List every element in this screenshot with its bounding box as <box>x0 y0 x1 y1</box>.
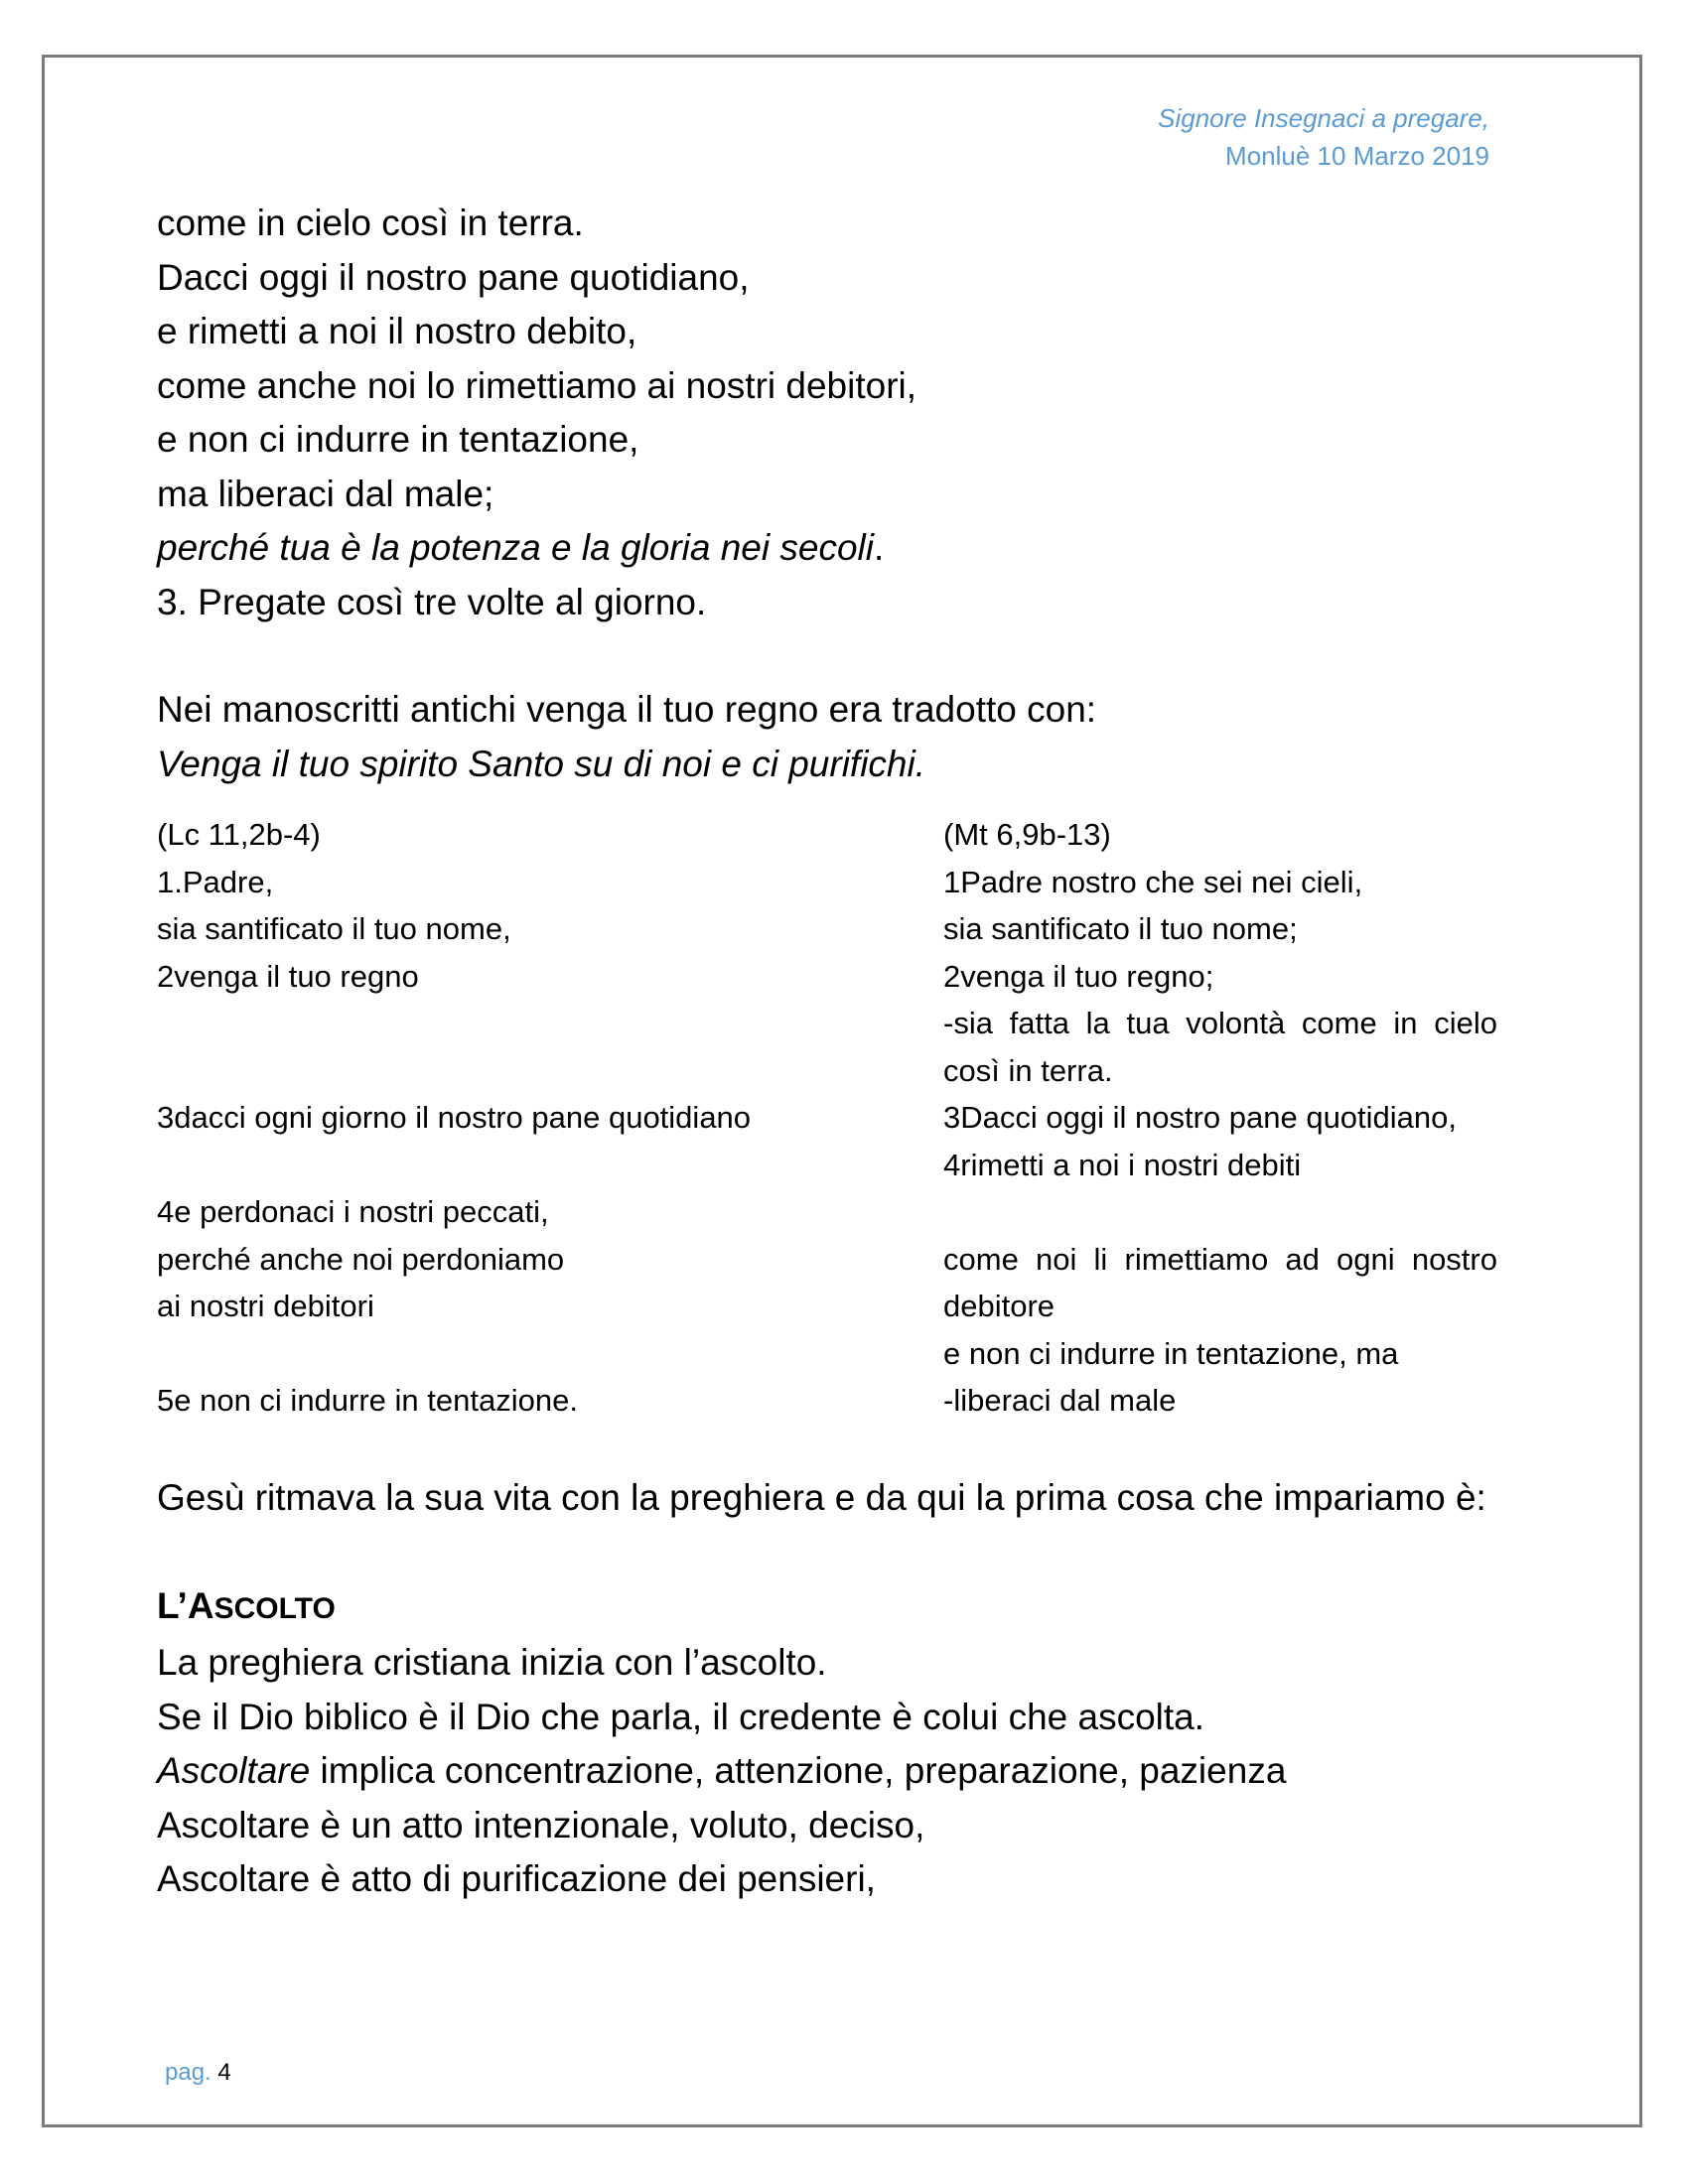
matthew-verse: 4rimetti a noi i nostri debiti <box>943 1147 1302 1182</box>
luke-header: (Lc 11,2b-4) <box>157 817 321 852</box>
section-heading <box>157 1579 1497 1637</box>
section-line <box>157 1744 1497 1799</box>
luke-verse-empty <box>157 1142 943 1189</box>
luke-verse: perché anche noi perdoniamo <box>157 1241 565 1277</box>
matthew-verse: -liberaci dal male <box>943 1383 1177 1418</box>
luke-verse: sia santificato il tuo nome, <box>157 911 511 946</box>
doxology-italic: perché tua è la potenza e la gloria nei secoli <box>157 527 874 568</box>
prayer-line: ma liberaci dal male; <box>157 473 494 514</box>
matthew-column <box>943 811 1497 1471</box>
luke-verse: 1.Padre, <box>157 864 274 899</box>
prayer-line: e non ci indurre in tentazione, <box>157 419 639 460</box>
page-number: 4 <box>217 2059 231 2086</box>
section-line-rest: implica concentrazione, attenzione, preparazione, pazienza <box>310 1750 1287 1791</box>
luke-verse-empty <box>157 1047 943 1095</box>
luke-column <box>157 811 943 1471</box>
luke-verse: 4e perdonaci i nostri peccati, <box>157 1194 549 1229</box>
section-line: Ascoltare è atto di purificazione dei pensieri, <box>157 1858 876 1899</box>
matthew-verse-empty <box>943 1188 1497 1236</box>
section-line: Ascoltare è un atto intenzionale, voluto, deciso, <box>157 1804 925 1845</box>
heading-rest: SCOLTO <box>213 1591 336 1625</box>
luke-verse: 3dacci ogni giorno il nostro pane quotidiano <box>157 1100 752 1135</box>
header-title: Signore Insegnaci a pregare, <box>1158 103 1489 133</box>
page-content <box>157 197 1497 1907</box>
luke-verse: 2venga il tuo regno <box>157 958 419 994</box>
luke-verse-empty <box>157 1330 943 1378</box>
running-header <box>1158 99 1489 175</box>
matthew-verse: -sia fatta la tua volontà come in cielo così in terra. <box>943 1006 1497 1088</box>
doxology-line <box>157 521 1497 576</box>
header-subtitle: Monluè 10 Marzo 2019 <box>1225 141 1489 171</box>
luke-verse: ai nostri debitori <box>157 1289 374 1323</box>
prayer-line: come in cielo così in terra. <box>157 203 584 243</box>
matthew-verse: 3Dacci oggi il nostro pane quotidiano, <box>943 1100 1458 1135</box>
heading-prefix: L’A <box>157 1584 214 1626</box>
prayer-line: come anche noi lo rimettiamo ai nostri debitori, <box>157 364 917 406</box>
section-line: Se il Dio biblico è il Dio che parla, il credente è colui che ascolta. <box>157 1696 1205 1737</box>
section-line: La preghiera cristiana inizia con l’ascolto. <box>157 1642 827 1683</box>
matthew-verse: 2venga il tuo regno; <box>943 958 1214 994</box>
matthew-verse: e non ci indurre in tentazione, ma <box>943 1335 1399 1371</box>
instruction-line: 3. Pregate così tre volte al giorno. <box>157 581 707 622</box>
section-line-italic: Ascoltare <box>157 1750 311 1791</box>
summary-paragraph: Gesù ritmava la sua vita con la preghiera e da qui la prima cosa che impariamo è: <box>157 1477 1486 1518</box>
luke-verse-empty <box>157 1425 943 1472</box>
luke-verse: 5e non ci indurre in tentazione. <box>157 1383 578 1418</box>
luke-verse-empty <box>157 1000 943 1047</box>
prayer-line: e rimetti a noi il nostro debito, <box>157 311 637 351</box>
matthew-header: (Mt 6,9b-13) <box>943 817 1111 852</box>
prayer-line: Dacci oggi il nostro pane quotidiano, <box>157 256 750 298</box>
page-footer <box>165 2059 231 2087</box>
page-label: pag. <box>165 2059 211 2086</box>
doxology-tail: . <box>873 527 885 568</box>
manuscripts-quote: Venga il tuo spirito Santo su di noi e ci purifichi. <box>157 743 926 784</box>
manuscripts-line: Nei manoscritti antichi venga il tuo regno era tradotto con: <box>157 689 1097 730</box>
matthew-verse: come noi li rimettiamo ad ogni nostro debitore <box>943 1241 1497 1323</box>
matthew-verse: 1Padre nostro che sei nei cieli, <box>943 864 1363 899</box>
matthew-verse: sia santificato il tuo nome; <box>943 911 1298 946</box>
gospel-comparison <box>157 811 1497 1471</box>
